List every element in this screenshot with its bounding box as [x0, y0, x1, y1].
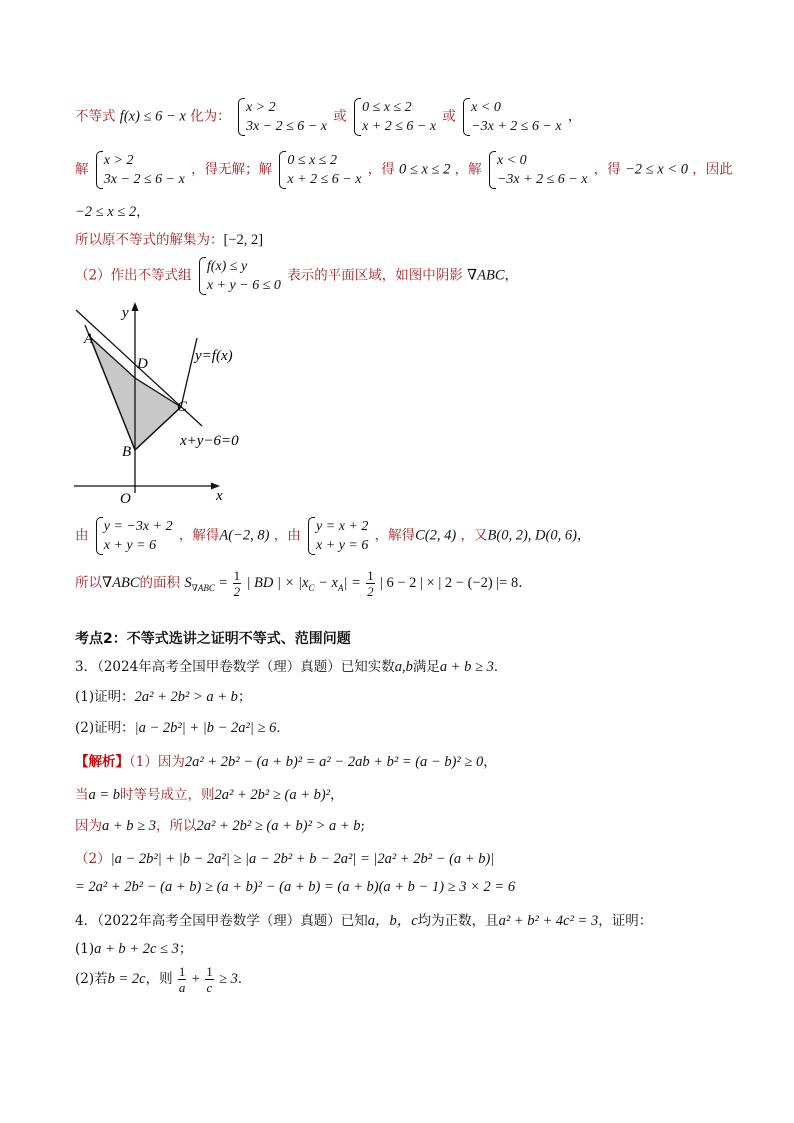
inequality-system-3: x < 0 −3x + 2 ≤ 6 − x	[462, 98, 561, 136]
question-4-part-1: (1)a + b + 2c ≤ 3；	[75, 941, 193, 957]
label-origin: O	[120, 491, 131, 507]
question-4-part-2: (2)若b = 2c，则 $\frac{1}{a}$ + $\frac{1}{c}$ ≥ 3．	[75, 964, 252, 995]
label-curve: y=f(x)	[195, 348, 233, 364]
label-line: x+y−6=0	[180, 433, 239, 449]
region-figure	[68, 300, 248, 510]
solution-3-line-5: = 2a² + 2b² − (a + b) ≥ (a + b)² − (a + b) = (a + b)(a + b − 1) ≥ 3 × 2 = 6	[75, 879, 516, 895]
solution-line-1: 不等式 f(x) ≤ 6 − x 化为： x > 2 3x − 2 ≤ 6 − x 或 0 ≤ x ≤ 2 x + 2 ≤ 6 − x 或 x < 0 −3x + 2 ≤ 6 − x ，	[75, 100, 582, 134]
inequality-system-1: x > 2 3x − 2 ≤ 6 − x	[237, 98, 327, 136]
label-c: C	[177, 399, 188, 415]
label-y: y	[122, 305, 129, 321]
solve-points-line: 由 y = −3x + 2 x + y = 6 ，解得A(−2, 8) ，由 y = x + 2 x + y = 6 ，解得C(2, 4) ，又B(0, 2), D(0, 6)，	[75, 519, 591, 553]
question-3-part-1: (1)证明：2a² + 2b² > a + b；	[75, 689, 252, 705]
question-3-part-2: (2)证明：|a − 2b²| + |b − 2a²| ≥ 6．	[75, 720, 290, 736]
label-b: B	[122, 444, 132, 460]
solution-line-3: −2 ≤ x ≤ 2，	[75, 204, 150, 220]
solution-3-line-4: （2）|a − 2b²| + |b − 2a²| ≥ |a − 2b² + b − 2a²| = |2a² + 2b² − (a + b)|	[75, 851, 495, 867]
inequality-system-2: 0 ≤ x ≤ 2 x + 2 ≤ 6 − x	[353, 98, 436, 136]
solution-3-line-2: 当a = b时等号成立，则2a² + 2b² ≥ (a + b)²，	[75, 787, 344, 803]
label-x: x	[216, 488, 223, 504]
question-3: 3．（2024年高考全国甲卷数学（理）真题）已知实数a,b满足a + b ≥ 3．	[75, 659, 508, 675]
solution-3-line-3: 因为a + b ≥ 3，所以2a² + 2b² ≥ (a + b)² > a + b;	[75, 818, 366, 834]
area-line: 所以∇ABC的面积 $S_{\nabla ABC}$ = $\frac{1}{2}$ | BD | × $|x_C - x_A|$ = $\frac{1}{2}$ | 6 − 2 | × | 2 − (−2) |= 8.	[75, 568, 523, 599]
label-a: A	[84, 331, 94, 347]
solution-line-2: 解 x > 2 3x − 2 ≤ 6 − x ，得无解；解 0 ≤ x ≤ 2 x + 2 ≤ 6 − x ，得 0 ≤ x ≤ 2 ，解 x < 0 −3x + 2 ≤ 6 − x ，得 −2 ≤ x < 0 ，因此	[75, 153, 733, 187]
question-4: 4．（2022年高考全国甲卷数学（理）真题）已知a，b，c均为正数，且a² + b² + 4c² = 3，证明：	[75, 913, 653, 929]
section-heading: 考点2：不等式选讲之证明不等式、范围问题	[75, 631, 351, 647]
y-axis-arrow	[132, 302, 139, 311]
part-2-intro: （2）作出不等式组 f(x) ≤ y x + y − 6 ≤ 0 表示的平面区域，如图中阴影 ∇ABC，	[75, 259, 519, 293]
label-d: D	[137, 356, 148, 372]
solution-set-line: 所以原不等式的解集为：[−2, 2]	[75, 232, 264, 248]
solution-3-line-1: 【解析】（1）因为2a² + 2b² − (a + b)² = a² − 2ab + b² = (a − b)² ≥ 0，	[75, 754, 497, 770]
